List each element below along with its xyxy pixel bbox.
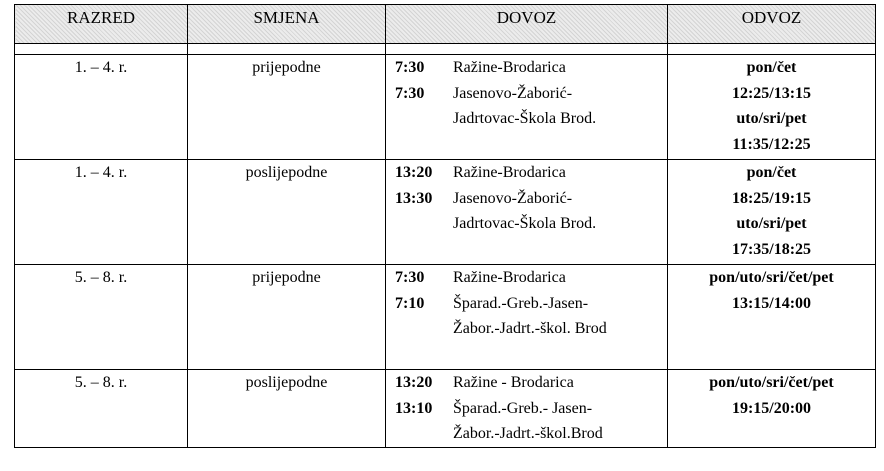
header-razred: RAZRED <box>15 5 188 44</box>
table-row <box>15 55 876 160</box>
dovoz-route: Ražine-Brodarica <box>453 59 566 76</box>
smjena-cell: poslijepodne <box>245 374 328 391</box>
transport-schedule-table <box>14 4 876 448</box>
header-row <box>15 5 876 44</box>
dovoz-route: Šparad.-Greb.-Jasen- <box>453 294 589 312</box>
odvoz-line: 17:35/18:25 <box>731 240 812 258</box>
table-row <box>15 265 876 370</box>
dovoz-time: 13:20 <box>395 374 433 391</box>
dovoz-route: Ražine-Brodarica <box>453 164 566 181</box>
odvoz-line: pon/čet <box>746 59 797 76</box>
odvoz-cell <box>668 55 876 160</box>
dovoz-time: 7:10 <box>395 294 425 312</box>
razred-cell: 1. – 4. r. <box>74 59 128 76</box>
dovoz-route: Jadrtovac-Škola Brod. <box>453 110 597 127</box>
dovoz-time: 7:30 <box>395 84 425 102</box>
odvoz-line: pon/uto/sri/čet/pet <box>709 374 834 391</box>
odvoz-line: uto/sri/pet <box>736 215 807 232</box>
spacer-row <box>15 44 876 55</box>
razred-cell: 1. – 4. r. <box>74 164 128 181</box>
dovoz-time: 13:20 <box>395 164 433 181</box>
dovoz-route: Žabor.-Jadrt.-škol. Brod <box>453 320 607 337</box>
header-dovoz: DOVOZ <box>386 5 668 44</box>
dovoz-time <box>386 106 453 132</box>
razred-cell: 5. – 8. r. <box>74 374 128 391</box>
odvoz-cell <box>668 265 876 370</box>
header-odvoz: ODVOZ <box>668 5 876 44</box>
odvoz-cell <box>668 160 876 265</box>
dovoz-time: 7:30 <box>395 59 425 76</box>
header-smjena: SMJENA <box>188 5 386 44</box>
dovoz-route: Jasenovo-Žaborić- <box>453 84 573 102</box>
smjena-cell: prijepodne <box>252 269 321 286</box>
odvoz-line: 18:25/19:15 <box>731 189 812 207</box>
table-row <box>15 160 876 265</box>
dovoz-time: 13:30 <box>395 189 433 207</box>
dovoz-time <box>386 316 453 342</box>
dovoz-route: Ražine - Brodarica <box>453 374 574 391</box>
odvoz-line: 19:15/20:00 <box>731 399 812 417</box>
dovoz-time <box>386 421 453 447</box>
dovoz-cell <box>386 265 668 370</box>
dovoz-route: Ražine-Brodarica <box>453 269 566 286</box>
dovoz-cell <box>386 160 668 265</box>
odvoz-cell <box>668 370 876 448</box>
dovoz-time: 13:10 <box>395 399 433 417</box>
odvoz-line: 12:25/13:15 <box>731 84 812 102</box>
razred-cell: 5. – 8. r. <box>74 269 128 286</box>
dovoz-route: Žabor.-Jadrt.-škol.Brod <box>453 425 603 442</box>
odvoz-line: uto/sri/pet <box>736 110 807 127</box>
smjena-cell: poslijepodne <box>245 164 328 181</box>
dovoz-time <box>386 211 453 237</box>
dovoz-cell <box>386 370 668 448</box>
smjena-cell: prijepodne <box>252 59 321 76</box>
odvoz-line: pon/uto/sri/čet/pet <box>709 269 834 286</box>
dovoz-cell <box>386 55 668 160</box>
dovoz-route: Jadrtovac-Škola Brod. <box>453 215 597 232</box>
table-row <box>15 370 876 448</box>
dovoz-time: 7:30 <box>395 269 425 286</box>
odvoz-line: 11:35/12:25 <box>732 135 811 153</box>
dovoz-route: Šparad.-Greb.- Jasen- <box>453 399 593 417</box>
dovoz-route: Jasenovo-Žaborić- <box>453 189 573 207</box>
odvoz-line: pon/čet <box>746 164 797 181</box>
odvoz-line: 13:15/14:00 <box>731 294 812 312</box>
